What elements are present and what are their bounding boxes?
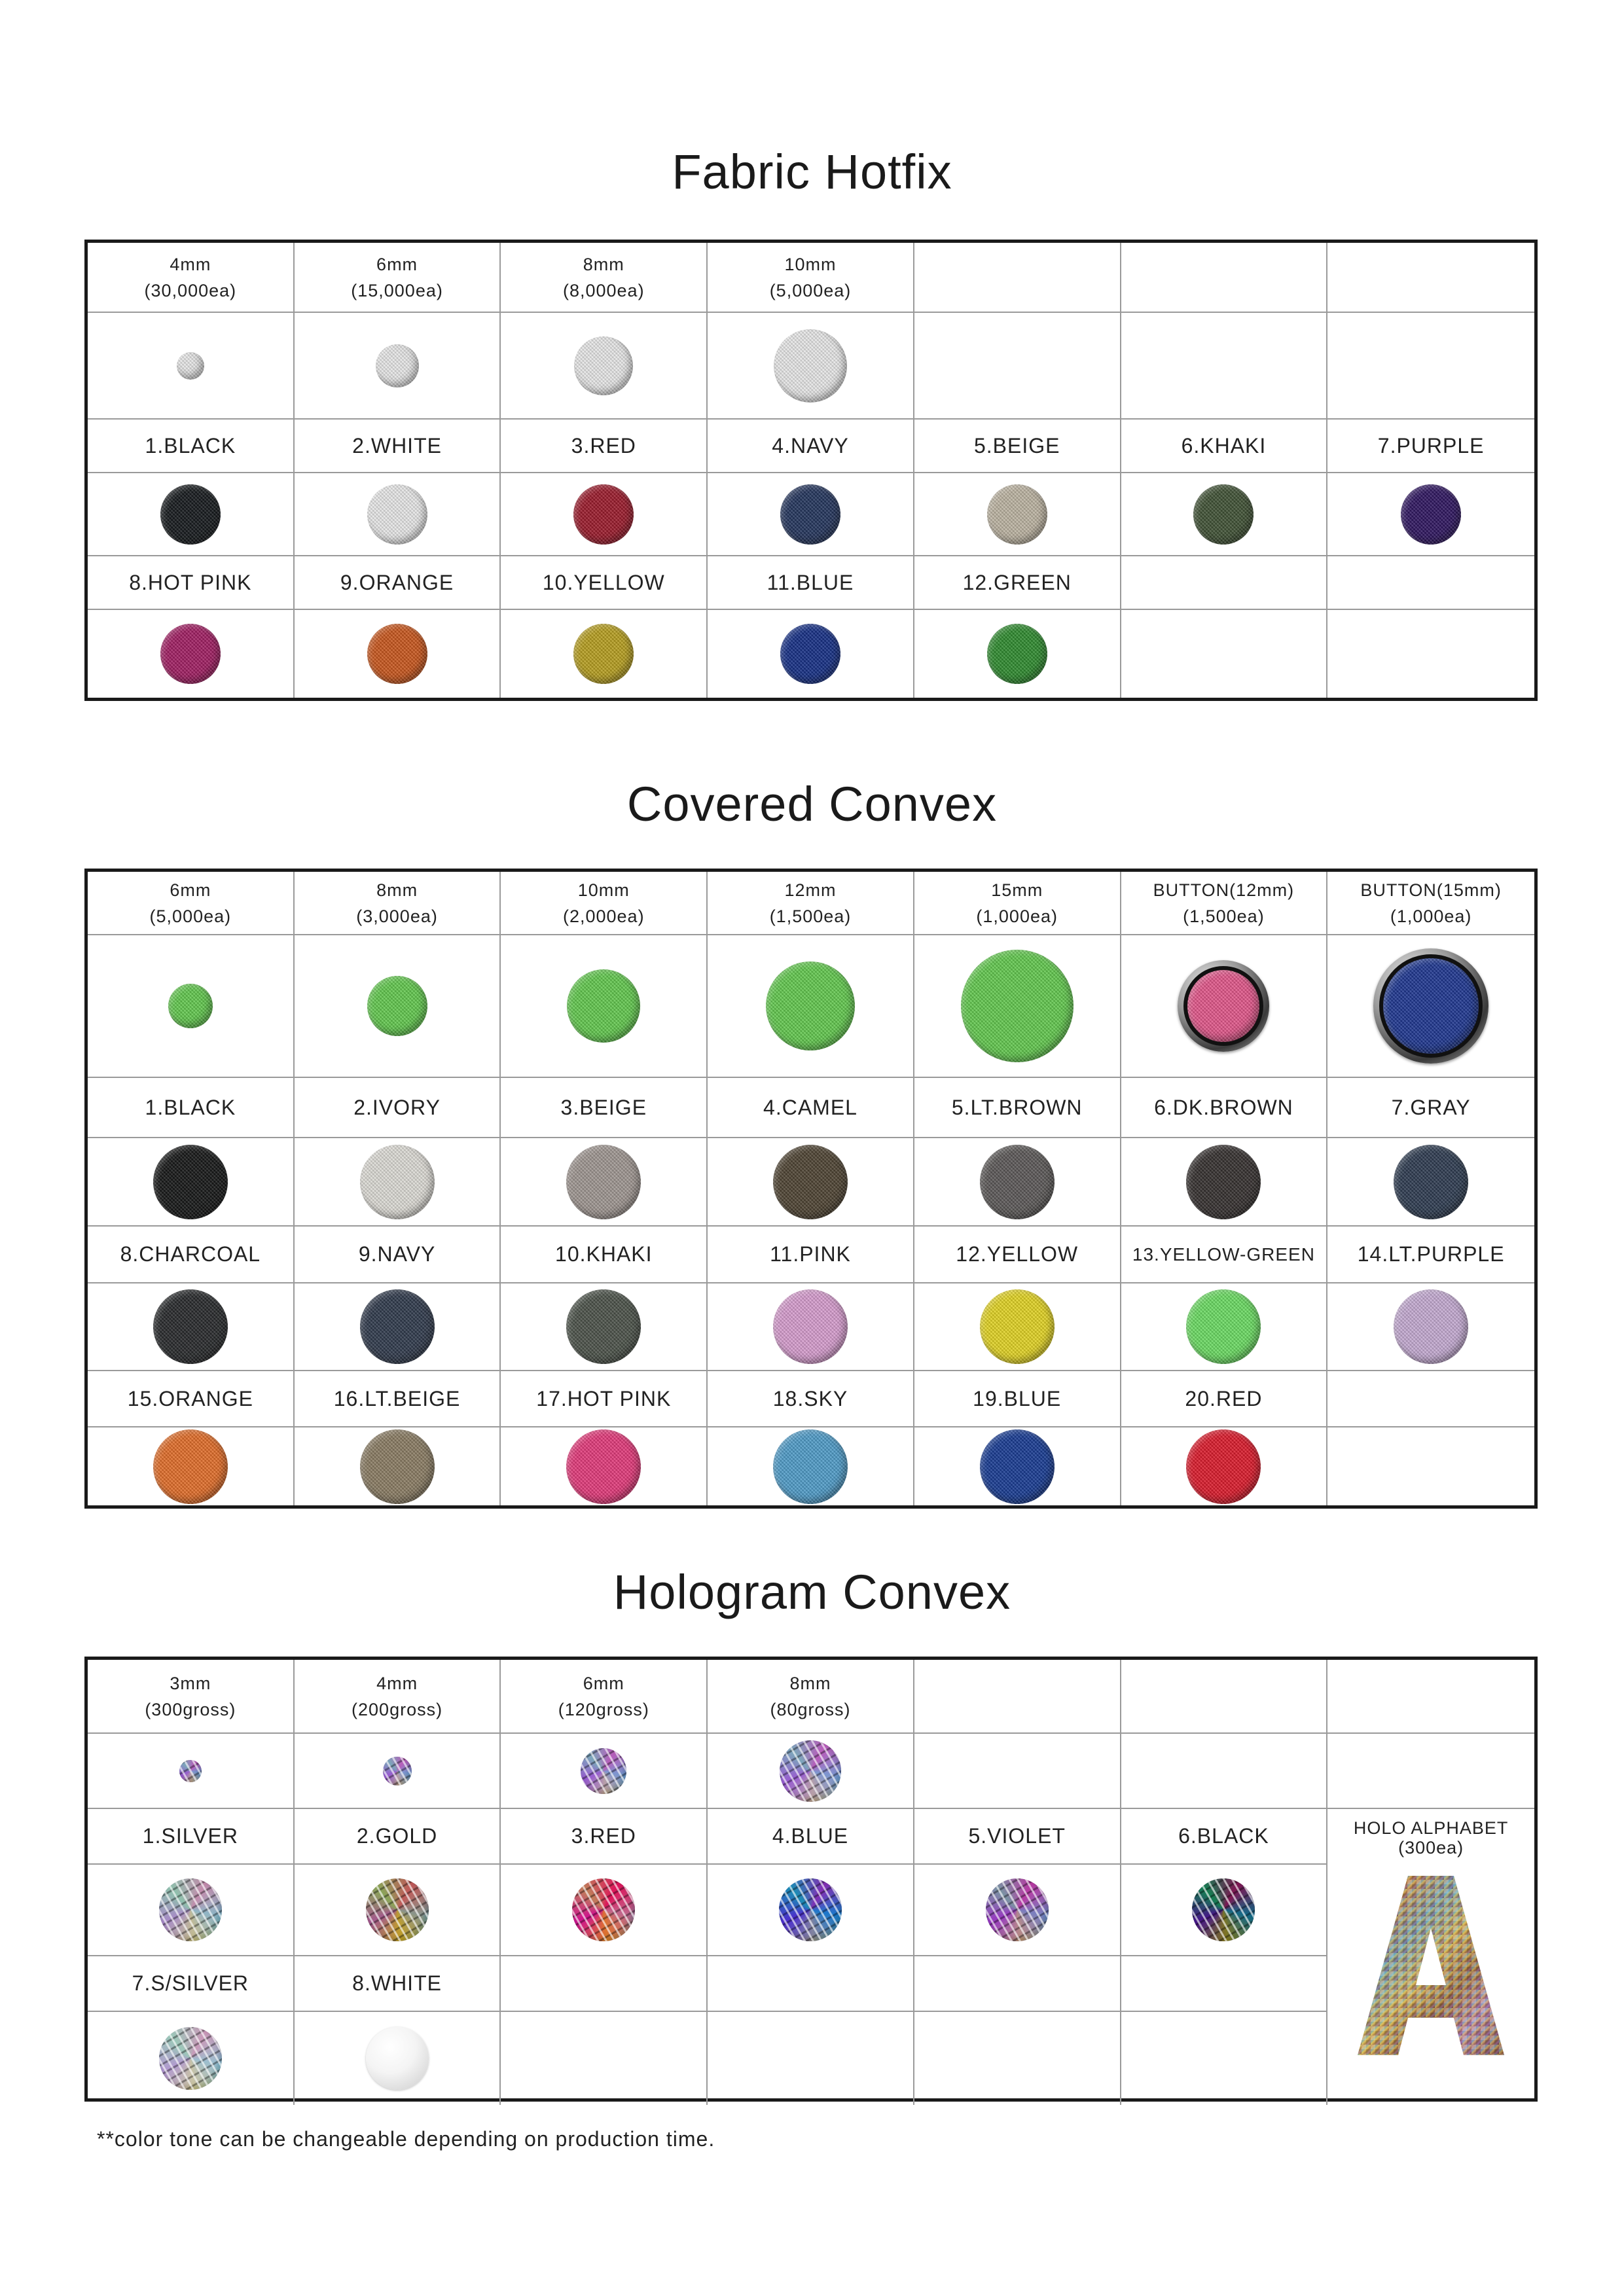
color-swatch (987, 484, 1047, 545)
color-swatch (1394, 1289, 1468, 1364)
empty-cell (1327, 1660, 1534, 1734)
swatch-cell (295, 610, 501, 698)
color-label: 12.GREEN (914, 556, 1121, 610)
swatch-cell (88, 1427, 295, 1505)
color-swatch (566, 1289, 641, 1364)
swatch-cell (295, 1734, 501, 1809)
swatch-6mm (581, 1748, 626, 1794)
color-label: 6.BLACK (1121, 1809, 1328, 1865)
letter-a-glyph: A (1426, 1964, 1435, 1979)
swatch-8mm (574, 336, 633, 395)
empty-cell (1121, 243, 1328, 313)
swatch-cell (1327, 935, 1534, 1078)
size-header: 8mm (3,000ea) (295, 872, 501, 935)
color-label: 10.YELLOW (501, 556, 708, 610)
size-header: 3mm (300gross) (88, 1660, 295, 1734)
swatch-cell (1121, 473, 1328, 556)
swatch-cell (88, 1865, 295, 1956)
swatch-cell (501, 1865, 708, 1956)
footnote: **color tone can be changeable depending on production time. (97, 2127, 715, 2151)
color-swatch (153, 1429, 228, 1504)
holo-alphabet-cell (1327, 1809, 1534, 2105)
color-label: 20.RED (1121, 1371, 1328, 1427)
color-swatch (1186, 1289, 1261, 1364)
color-label: 1.SILVER (88, 1809, 295, 1865)
color-swatch (980, 1145, 1055, 1219)
button-12mm-ring (1178, 960, 1269, 1052)
swatch-cell (708, 1427, 914, 1505)
color-swatch (773, 1429, 848, 1504)
color-swatch (980, 1429, 1055, 1504)
size-header: 6mm (15,000ea) (295, 243, 501, 313)
swatch-cell (501, 1427, 708, 1505)
color-swatch (773, 1289, 848, 1364)
swatch-cell (708, 1283, 914, 1371)
color-swatch (572, 1878, 635, 1941)
color-swatch (366, 1878, 429, 1941)
swatch-cell (295, 1138, 501, 1227)
empty-cell (914, 2012, 1121, 2105)
color-label: 5.BEIGE (914, 420, 1121, 473)
swatch-cell (708, 473, 914, 556)
swatch-12mm (766, 961, 855, 1050)
holo-alphabet-letter (1352, 1871, 1509, 2060)
empty-cell (1327, 1371, 1534, 1427)
color-swatch (366, 2027, 429, 2090)
size-header: BUTTON(15mm) (1,000ea) (1327, 872, 1534, 935)
empty-cell (1327, 610, 1534, 698)
size-header: 6mm (5,000ea) (88, 872, 295, 935)
color-swatch (566, 1145, 641, 1219)
color-swatch (1193, 484, 1254, 545)
swatch-cell (501, 1138, 708, 1227)
covered-convex-title: Covered Convex (626, 777, 998, 831)
empty-cell (1327, 556, 1534, 610)
color-label: 6.KHAKI (1121, 420, 1328, 473)
color-swatch (367, 624, 427, 684)
swatch-cell (1121, 1427, 1328, 1505)
empty-cell (1327, 313, 1534, 420)
swatch-cell (914, 1865, 1121, 1956)
color-label: 4.BLUE (708, 1809, 914, 1865)
swatch-8mm (780, 1740, 841, 1802)
color-label: 9.NAVY (295, 1227, 501, 1283)
swatch-cell (295, 2012, 501, 2105)
holo-alphabet-label: HOLO ALPHABET (300ea) (1353, 1818, 1509, 1857)
empty-cell (1121, 1660, 1328, 1734)
size-header: 15mm (1,000ea) (914, 872, 1121, 935)
swatch-cell (295, 1427, 501, 1505)
swatch-cell (88, 610, 295, 698)
button-15mm-face (1379, 954, 1483, 1058)
empty-cell (1121, 2012, 1328, 2105)
empty-cell (1327, 1427, 1534, 1505)
color-label: 9.ORANGE (295, 556, 501, 610)
color-swatch (1186, 1429, 1261, 1504)
swatch-6mm (376, 344, 419, 387)
empty-cell (1121, 610, 1328, 698)
swatch-cell (914, 935, 1121, 1078)
swatch-cell (1327, 1138, 1534, 1227)
color-label: 4.NAVY (708, 420, 914, 473)
color-label: 2.WHITE (295, 420, 501, 473)
color-label: 8.CHARCOAL (88, 1227, 295, 1283)
swatch-cell (88, 1283, 295, 1371)
empty-cell (1121, 556, 1328, 610)
swatch-cell (295, 473, 501, 556)
color-swatch (780, 624, 840, 684)
color-swatch (360, 1429, 435, 1504)
color-label: 10.KHAKI (501, 1227, 708, 1283)
swatch-cell (501, 610, 708, 698)
swatch-cell (914, 1138, 1121, 1227)
swatch-cell (88, 2012, 295, 2105)
swatch-cell (708, 1138, 914, 1227)
fabric-hotfix-title: Fabric Hotfix (672, 145, 952, 199)
color-label: 7.GRAY (1327, 1078, 1534, 1138)
swatch-cell (708, 1734, 914, 1809)
color-swatch (1192, 1878, 1255, 1941)
swatch-cell (501, 1734, 708, 1809)
fabric-hotfix-table (84, 240, 1538, 701)
color-label: 7.S/SILVER (88, 1956, 295, 2012)
color-label: 4.CAMEL (708, 1078, 914, 1138)
swatch-cell (1121, 1865, 1328, 1956)
color-label: 13.YELLOW-GREEN (1121, 1227, 1328, 1283)
swatch-cell (295, 1865, 501, 1956)
color-swatch (573, 624, 634, 684)
color-swatch (980, 1289, 1055, 1364)
size-header: 6mm (120gross) (501, 1660, 708, 1734)
size-header: 8mm (8,000ea) (501, 243, 708, 313)
color-swatch (566, 1429, 641, 1504)
color-label: 5.VIOLET (914, 1809, 1121, 1865)
swatch-cell (88, 1734, 295, 1809)
swatch-cell (914, 1427, 1121, 1505)
color-swatch (159, 1878, 222, 1941)
swatch-cell (914, 473, 1121, 556)
empty-cell (914, 313, 1121, 420)
swatch-cell (1121, 935, 1328, 1078)
color-label: 17.HOT PINK (501, 1371, 708, 1427)
size-header: BUTTON(12mm) (1,500ea) (1121, 872, 1328, 935)
empty-cell (914, 1660, 1121, 1734)
swatch-cell (88, 935, 295, 1078)
covered-convex-table (84, 869, 1538, 1509)
empty-cell (1121, 313, 1328, 420)
color-label: 6.DK.BROWN (1121, 1078, 1328, 1138)
swatch-4mm (383, 1757, 412, 1785)
swatch-15mm (961, 950, 1074, 1062)
color-label: 19.BLUE (914, 1371, 1121, 1427)
color-label: 7.PURPLE (1327, 420, 1534, 473)
swatch-4mm (177, 352, 204, 380)
swatch-cell (88, 313, 295, 420)
size-header: 10mm (2,000ea) (501, 872, 708, 935)
size-header: 4mm (200gross) (295, 1660, 501, 1734)
swatch-cell (914, 610, 1121, 698)
size-header: 10mm (5,000ea) (708, 243, 914, 313)
swatch-10mm (567, 969, 640, 1043)
color-label: 11.BLUE (708, 556, 914, 610)
color-label: 14.LT.PURPLE (1327, 1227, 1534, 1283)
color-swatch (780, 484, 840, 545)
hologram-convex-table (84, 1657, 1538, 2102)
color-label: 8.WHITE (295, 1956, 501, 2012)
swatch-cell (295, 313, 501, 420)
empty-cell (1327, 1734, 1534, 1809)
swatch-cell (295, 935, 501, 1078)
color-label: 3.RED (501, 420, 708, 473)
swatch-cell (914, 1283, 1121, 1371)
color-label: 2.IVORY (295, 1078, 501, 1138)
color-label: 5.LT.BROWN (914, 1078, 1121, 1138)
swatch-cell (708, 313, 914, 420)
swatch-10mm (774, 329, 847, 403)
hologram-convex-title: Hologram Convex (613, 1565, 1011, 1619)
color-swatch (360, 1289, 435, 1364)
color-label: 18.SKY (708, 1371, 914, 1427)
color-label: 12.YELLOW (914, 1227, 1121, 1283)
color-swatch (779, 1878, 842, 1941)
button-12mm-face (1183, 966, 1263, 1046)
empty-cell (1121, 1734, 1328, 1809)
swatch-cell (1121, 1138, 1328, 1227)
color-label: 3.RED (501, 1809, 708, 1865)
color-label: 11.PINK (708, 1227, 914, 1283)
color-label: 16.LT.BEIGE (295, 1371, 501, 1427)
swatch-cell (1327, 1283, 1534, 1371)
color-label: 1.BLACK (88, 1078, 295, 1138)
color-swatch (367, 484, 427, 545)
swatch-8mm (367, 976, 427, 1036)
size-header: 8mm (80gross) (708, 1660, 914, 1734)
empty-cell (914, 243, 1121, 313)
size-header: 4mm (30,000ea) (88, 243, 295, 313)
swatch-cell (501, 473, 708, 556)
color-swatch (153, 1289, 228, 1364)
swatch-cell (1327, 473, 1534, 556)
swatch-cell (88, 1138, 295, 1227)
swatch-6mm (168, 984, 213, 1028)
swatch-cell (1121, 1283, 1328, 1371)
empty-cell (708, 2012, 914, 2105)
color-swatch (987, 624, 1047, 684)
color-swatch (159, 2027, 222, 2090)
swatch-cell (708, 610, 914, 698)
color-swatch (153, 1145, 228, 1219)
swatch-cell (501, 935, 708, 1078)
swatch-cell (501, 313, 708, 420)
color-label: 2.GOLD (295, 1809, 501, 1865)
color-swatch (1401, 484, 1461, 545)
color-label: 15.ORANGE (88, 1371, 295, 1427)
empty-cell (914, 1956, 1121, 2012)
empty-cell (501, 2012, 708, 2105)
swatch-cell (88, 473, 295, 556)
color-swatch (1186, 1145, 1261, 1219)
swatch-3mm (179, 1760, 202, 1782)
color-swatch (573, 484, 634, 545)
color-label: 8.HOT PINK (88, 556, 295, 610)
swatch-cell (295, 1283, 501, 1371)
size-header: 12mm (1,500ea) (708, 872, 914, 935)
color-swatch (160, 624, 221, 684)
button-15mm-ring (1373, 948, 1489, 1064)
color-swatch (773, 1145, 848, 1219)
color-swatch (1394, 1145, 1468, 1219)
swatch-cell (708, 1865, 914, 1956)
swatch-cell (708, 935, 914, 1078)
empty-cell (914, 1734, 1121, 1809)
empty-cell (1327, 243, 1534, 313)
color-label: 1.BLACK (88, 420, 295, 473)
empty-cell (501, 1956, 708, 2012)
empty-cell (1121, 1956, 1328, 2012)
color-swatch (160, 484, 221, 545)
empty-cell (708, 1956, 914, 2012)
color-swatch (360, 1145, 435, 1219)
swatch-cell (501, 1283, 708, 1371)
color-swatch (986, 1878, 1049, 1941)
color-label: 3.BEIGE (501, 1078, 708, 1138)
